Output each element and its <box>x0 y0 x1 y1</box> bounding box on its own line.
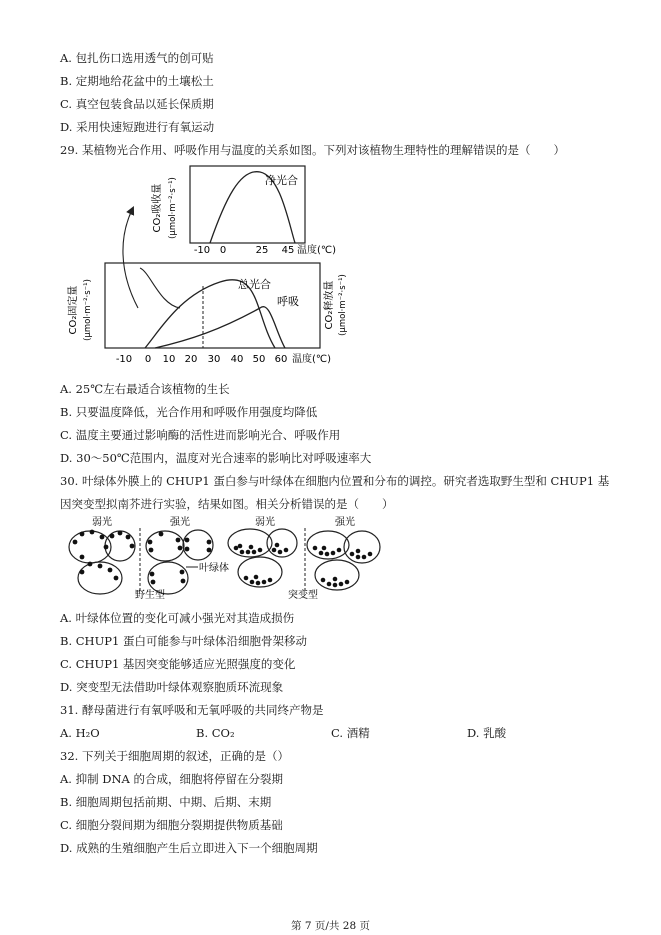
bottom-xtick: 50 <box>252 354 266 365</box>
mutant-strong-light-label: 强光 <box>335 517 355 528</box>
q31-option-c: C. 酒精 <box>331 726 370 740</box>
wild-strong-light-label: 强光 <box>170 517 190 528</box>
q28-option-d: D. 采用快速短跑进行有氧运动 <box>60 120 215 134</box>
mutant-weak-cells <box>228 529 297 587</box>
top-chart <box>150 166 336 256</box>
q30-stem-line2: 因突变型拟南芥进行实验，结果如图。相关分析错误的是（ ） <box>60 497 394 511</box>
bottom-right-ylabel: CO₂释放量 <box>324 280 335 330</box>
bottom-right-yunit: (μmol·m⁻²·s⁻¹) <box>338 274 348 336</box>
bottom-xtick: 10 <box>162 354 176 365</box>
link-arrow <box>123 210 138 308</box>
bottom-xlabel: 温度(℃) <box>292 354 332 365</box>
q31-option-a: A. H₂O <box>60 726 100 740</box>
q30-option-a: A. 叶绿体位置的变化可减小强光对其造成损伤 <box>60 611 295 625</box>
top-xtick: -10 <box>193 245 211 256</box>
bottom-chart <box>67 263 348 365</box>
bottom-xtick: 20 <box>184 354 198 365</box>
bottom-xtick: 30 <box>207 354 221 365</box>
q29-option-a: A. 25℃左右最适合该植物的生长 <box>60 382 230 396</box>
q29-option-c: C. 温度主要通过影响酶的活性进而影响光合、呼吸作用 <box>60 428 341 442</box>
bottom-xtick: -10 <box>115 354 133 365</box>
wild-weak-cells <box>69 531 135 594</box>
mutant-strong-chloroplasts <box>313 546 373 588</box>
q30-option-c: C. CHUP1 基因突变能够适应光照强度的变化 <box>60 657 296 671</box>
q32-option-b: B. 细胞周期包括前期、中期、后期、末期 <box>60 795 272 809</box>
bottom-xtick: 60 <box>274 354 288 365</box>
bottom-xtick: 0 <box>144 354 152 365</box>
top-xlabel: 温度(℃) <box>297 245 337 256</box>
top-xtick: 0 <box>219 245 227 256</box>
q29-stem: 29. 某植物光合作用、呼吸作用与温度的关系如图。下列对该植物生理特性的理解错误的是（ ） <box>60 143 565 157</box>
mutant-weak-light-label: 弱光 <box>255 517 275 528</box>
q28-option-b: B. 定期地给花盆中的土壤松土 <box>60 74 214 88</box>
wild-strong-chloroplasts <box>148 532 212 585</box>
page-footer: 第 7 页/共 28 页 <box>291 920 370 932</box>
net-photosynthesis-label: 净光合 <box>265 174 298 187</box>
q29-option-d: D. 30～50℃范围内，温度对光合速率的影响比对呼吸速率大 <box>60 451 372 465</box>
wild-weak-chloroplasts <box>73 530 135 581</box>
q32-option-d: D. 成熟的生殖细胞产生后立即进入下一个细胞周期 <box>60 841 318 855</box>
top-yunit: (μmol·m⁻²·s⁻¹) <box>168 177 178 239</box>
q31-option-b: B. CO₂ <box>196 726 235 740</box>
q28-option-c: C. 真空包装食品以延长保质期 <box>60 97 214 111</box>
respiration-label: 呼吸 <box>277 295 299 308</box>
bottom-left-yunit: (μmol·m⁻²·s⁻¹) <box>83 279 93 341</box>
wild-weak-light-label: 弱光 <box>92 517 112 528</box>
q32-option-c: C. 细胞分裂间期为细胞分裂期提供物质基础 <box>60 818 283 832</box>
q28-option-a: A. 包扎伤口选用透气的创可贴 <box>60 51 214 65</box>
mutant-label: 突变型 <box>288 590 318 601</box>
q31-option-d: D. 乳酸 <box>467 726 507 740</box>
mutant-strong-cells <box>307 531 380 590</box>
top-ylabel: CO₂吸收量 <box>152 183 163 233</box>
q30-option-d: D. 突变型无法借助叶绿体观察胞质环流现象 <box>60 680 284 694</box>
q31-stem: 31. 酵母菌进行有氧呼吸和无氧呼吸的共同终产物是 <box>60 703 324 717</box>
wild-type-label: 野生型 <box>135 590 165 601</box>
q30-option-b: B. CHUP1 蛋白可能参与叶绿体沿细胞骨架移动 <box>60 634 307 648</box>
bottom-left-ylabel: CO₂固定量 <box>68 285 79 335</box>
top-xtick: 45 <box>281 245 295 256</box>
q29-figure <box>60 160 350 375</box>
q29-option-b: B. 只要温度降低，光合作用和呼吸作用强度均降低 <box>60 405 318 419</box>
gross-photosynthesis-label: 总光合 <box>238 278 271 291</box>
q32-option-a: A. 抑制 DNA 的合成，细胞将停留在分裂期 <box>60 772 284 786</box>
chloroplast-label: 叶绿体 <box>199 563 229 574</box>
q32-stem: 32. 下列关于细胞周期的叙述，正确的是（） <box>60 749 289 763</box>
top-xtick: 25 <box>255 245 269 256</box>
q30-figure <box>60 512 390 604</box>
q30-stem-line1: 30. 叶绿体外膜上的 CHUP1 蛋白参与叶绿体在细胞内位置和分布的调控。研究者选取野生型和 CHUP1 基 <box>60 474 610 488</box>
net-curve-connector <box>140 268 180 308</box>
bottom-xtick: 40 <box>230 354 244 365</box>
